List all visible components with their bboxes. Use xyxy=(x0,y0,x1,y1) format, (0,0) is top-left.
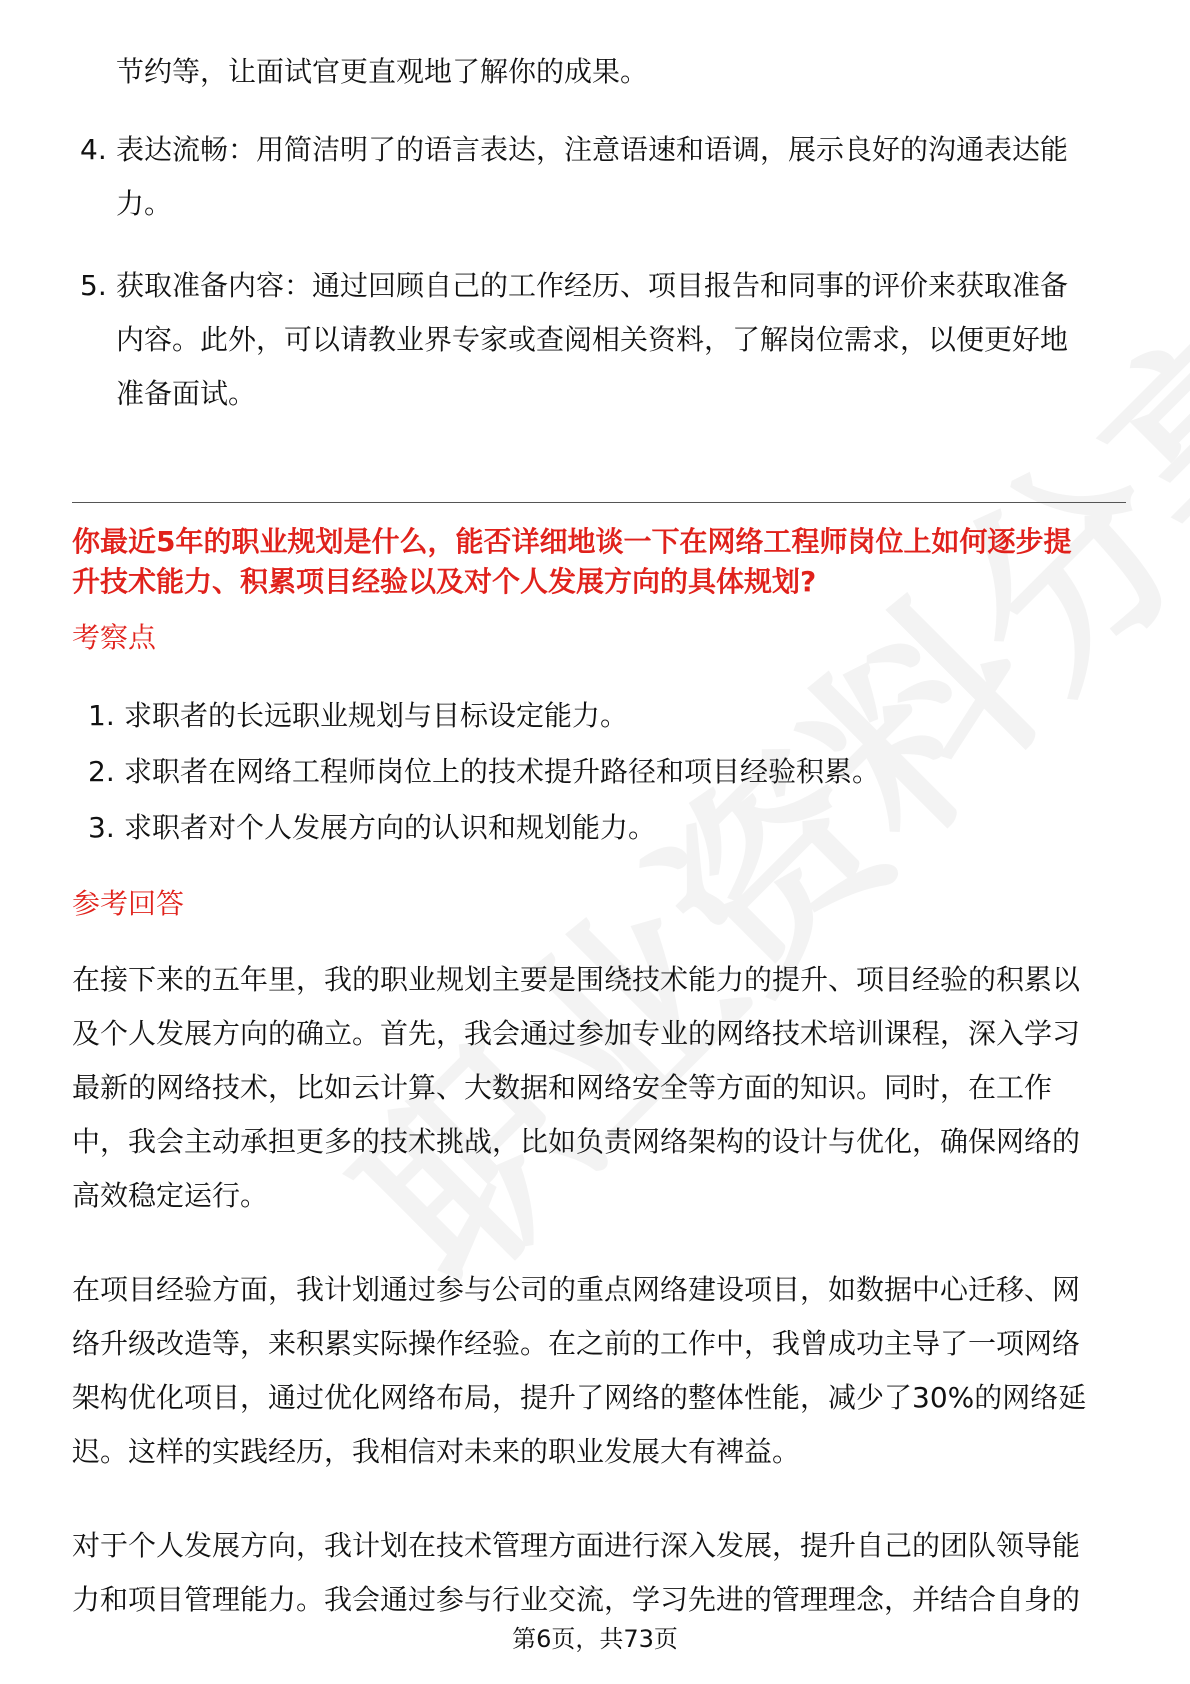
list-number: 4. xyxy=(80,133,107,166)
page-footer: 第6页，共73页 xyxy=(512,1625,678,1653)
exam-points-heading: 考察点 xyxy=(72,621,157,654)
answer-line: 迟。这样的实践经历，我相信对未来的职业发展大有裨益。 xyxy=(72,1435,801,1468)
answer-line: 在项目经验方面，我计划通过参与公司的重点网络建设项目，如数据中心迁移、网 xyxy=(72,1273,1081,1306)
watermark-text xyxy=(285,486,1135,1336)
answer-line: 对于个人发展方向，我计划在技术管理方面进行深入发展，提升自己的团队领导能 xyxy=(72,1529,1081,1562)
answer-line: 在接下来的五年里，我的职业规划主要是围绕技术能力的提升、项目经验的积累以 xyxy=(72,963,1081,996)
list-number: 5. xyxy=(80,269,107,302)
answer-line: 及个人发展方向的确立。首先，我会通过参加专业的网络技术培训课程，深入学习 xyxy=(72,1017,1081,1050)
list-item-line: 表达流畅：用简洁明了的语言表达，注意语速和语调，展示良好的沟通表达能 xyxy=(116,133,1069,166)
section-divider xyxy=(72,502,1126,503)
question-line: 你最近5年的职业规划是什么，能否详细地谈一下在网络工程师岗位上如何逐步提 xyxy=(72,525,1072,558)
answer-line: 中，我会主动承担更多的技术挑战，比如负责网络架构的设计与优化，确保网络的 xyxy=(72,1125,1081,1158)
question-line: 升技术能力、积累项目经验以及对个人发展方向的具体规划? xyxy=(72,565,817,598)
exam-point-text: 求职者的长远职业规划与目标设定能力。 xyxy=(124,699,629,732)
exam-point-number: 2. xyxy=(88,755,115,788)
answer-heading: 参考回答 xyxy=(72,887,185,920)
exam-point-text: 求职者在网络工程师岗位上的技术提升路径和项目经验积累。 xyxy=(124,755,881,788)
exam-point-number: 1. xyxy=(88,699,115,732)
exam-point-text: 求职者对个人发展方向的认识和规划能力。 xyxy=(124,811,657,844)
continuation-text: 节约等，让面试官更直观地了解你的成果。 xyxy=(116,55,649,88)
answer-line: 最新的网络技术，比如云计算、大数据和网络安全等方面的知识。同时，在工作 xyxy=(72,1071,1053,1104)
answer-line: 架构优化项目，通过优化网络布局，提升了网络的整体性能，减少了30%的网络延 xyxy=(72,1381,1087,1414)
exam-point-number: 3. xyxy=(88,811,115,844)
list-item-line: 准备面试。 xyxy=(116,377,257,410)
answer-line: 高效稳定运行。 xyxy=(72,1179,269,1212)
answer-line: 络升级改造等，来积累实际操作经验。在之前的工作中，我曾成功主导了一项网络 xyxy=(72,1327,1081,1360)
answer-line: 力和项目管理能力。我会通过参与行业交流，学习先进的管理理念，并结合自身的 xyxy=(72,1583,1081,1616)
list-item-line: 内容。此外，可以请教业界专家或查阅相关资料，了解岗位需求，以便更好地 xyxy=(116,323,1069,356)
list-item-line: 获取准备内容：通过回顾自己的工作经历、项目报告和同事的评价来获取准备 xyxy=(116,269,1069,302)
list-item-line: 力。 xyxy=(116,187,173,220)
